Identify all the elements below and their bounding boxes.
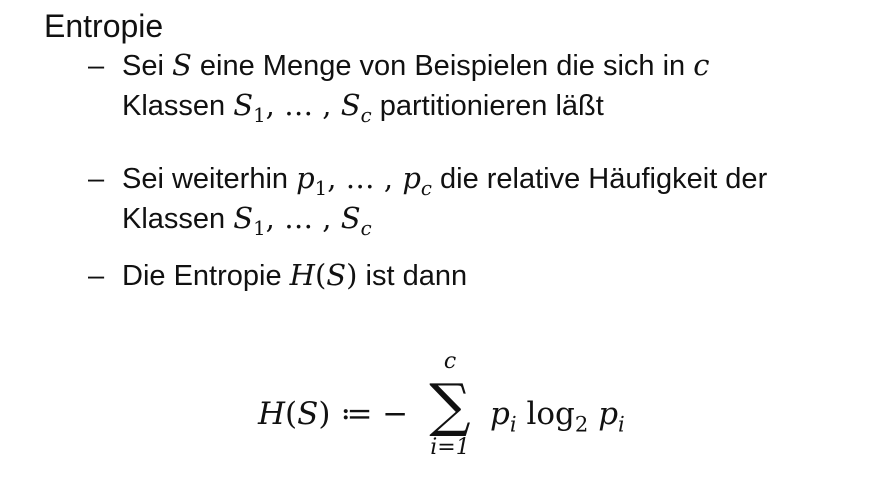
text: Sei xyxy=(122,50,172,82)
math-paren: ( xyxy=(314,258,327,292)
bullet-dash: – xyxy=(88,260,105,292)
math-ellipsis: , … , xyxy=(265,88,341,122)
sum-upper-limit: c xyxy=(443,349,457,374)
math-sub: 2 xyxy=(574,411,589,437)
text: Sei weiterhin xyxy=(122,163,297,195)
math-var: p xyxy=(598,396,619,432)
math-var: S xyxy=(233,88,254,122)
math-paren: ( xyxy=(285,396,298,432)
math-var: c xyxy=(693,48,710,82)
math-var: p xyxy=(296,161,315,195)
math-sub: 1 xyxy=(314,176,328,200)
formula-lhs xyxy=(258,396,408,432)
math-ellipsis: , … , xyxy=(327,161,403,195)
math-sub: i xyxy=(618,411,625,437)
bullet-2-line-2 xyxy=(88,199,767,239)
math-sub: 1 xyxy=(253,216,266,240)
sigma-icon: ∑ xyxy=(429,371,471,439)
math-var: S xyxy=(326,258,347,292)
bullet-1-line-2 xyxy=(88,86,709,126)
math-assign-operator: ≔ − xyxy=(330,396,409,432)
summation xyxy=(420,350,480,460)
math-var: p xyxy=(402,161,421,195)
bullet-2 xyxy=(88,159,767,239)
math-var: S xyxy=(171,48,192,82)
math-sub: i xyxy=(509,411,517,437)
math-var: S xyxy=(297,396,319,432)
math-sub: c xyxy=(360,216,372,240)
math-var: p xyxy=(490,396,510,432)
math-ellipsis: , … , xyxy=(265,201,341,235)
text: Klassen xyxy=(122,203,234,235)
math-var: S xyxy=(340,201,361,235)
math-index: i=1 xyxy=(430,435,470,460)
formula-rhs xyxy=(490,396,625,437)
math-var: S xyxy=(233,201,254,235)
math-sub: 1 xyxy=(253,103,266,127)
math-var: H xyxy=(258,396,286,432)
bullet-3 xyxy=(88,256,467,296)
slide-title: Entropie xyxy=(44,8,164,44)
math-sub: c xyxy=(420,176,432,200)
text: Klassen xyxy=(122,90,234,122)
math-log: log xyxy=(526,396,575,432)
math-var: S xyxy=(340,88,361,122)
bullet-1 xyxy=(88,46,709,126)
math-var: H xyxy=(289,258,315,292)
entropy-formula xyxy=(258,350,678,480)
text: ist dann xyxy=(357,260,468,292)
bullet-dash: – xyxy=(88,163,105,195)
text: eine Menge von Beispielen die sich in xyxy=(191,50,694,82)
sum-lower-limit xyxy=(420,436,480,460)
text: die relative Häufigkeit der xyxy=(431,163,768,195)
math-sub: c xyxy=(360,103,372,127)
math-paren: ) xyxy=(318,396,331,432)
bullet-dash: – xyxy=(88,50,105,82)
math-paren: ) xyxy=(346,258,358,292)
text: Die Entropie xyxy=(122,260,290,292)
text: partitionieren läßt xyxy=(371,90,604,122)
